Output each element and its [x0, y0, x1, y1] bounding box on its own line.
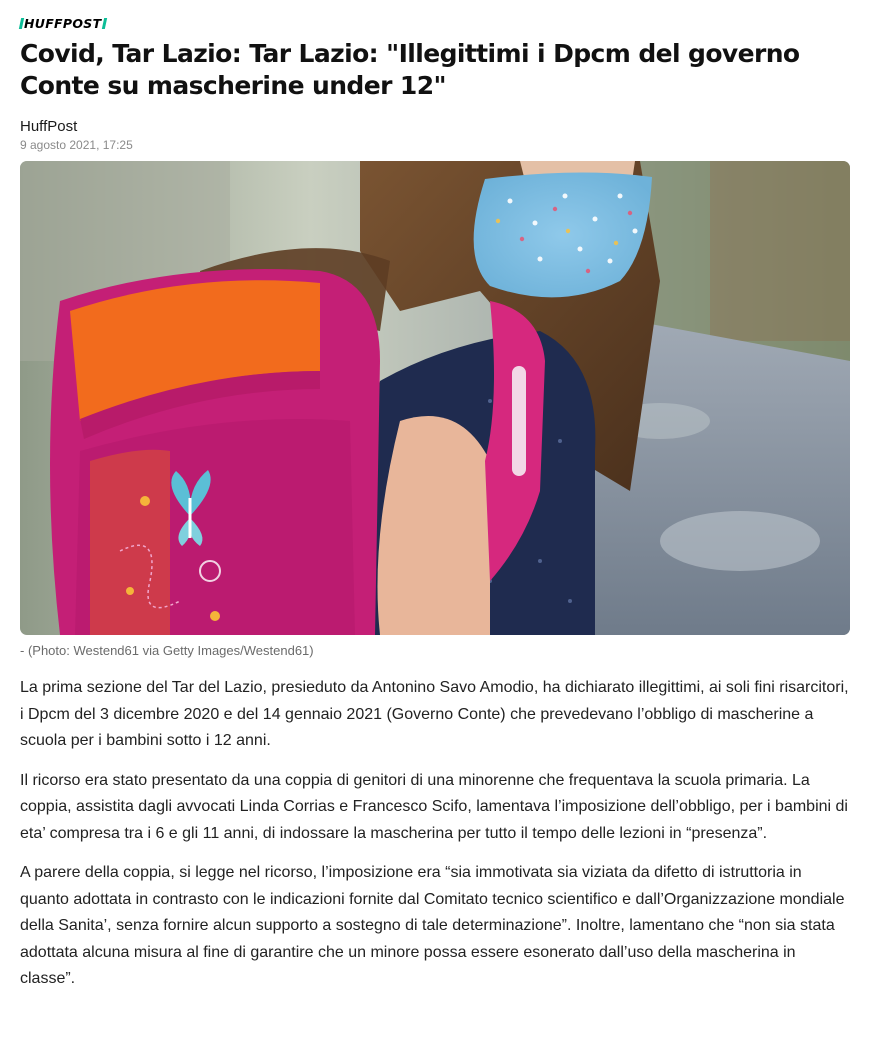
logo-accent-bar [102, 18, 107, 29]
huffpost-logo[interactable] [20, 16, 850, 30]
article-hero-image [20, 161, 850, 635]
logo-text: HUFFPOST [24, 15, 102, 31]
article-paragraph: Il ricorso era stato presentato da una coppia di genitori di una minorenne che frequentava la scuola primaria. La coppia, assistita dagli avvocati Linda Corrias e Francesco Scifo, lamentava l’imposizione dell’obbligo, per i bambini di eta’ compresa tra i 6 e gli 11 anni, di indossare la mascherina per tutto il tempo delle lezioni in “presenza”. [20, 771, 848, 842]
image-caption: - (Photo: Westend61 via Getty Images/Westend61) [20, 643, 314, 658]
article-date: 9 agosto 2021, 17:25 [20, 138, 133, 152]
article-paragraph: La prima sezione del Tar del Lazio, presieduto da Antonino Savo Amodio, ha dichiarato illegittimi, ai soli fini risarcitori, i Dpcm del 3 dicembre 2020 e del 14 gennaio 2021 (Governo Conte) che prevedevano l’obbligo di mascherine a scuola per i bambini sotto i 12 anni. [20, 679, 849, 749]
article-author[interactable]: HuffPost [20, 118, 78, 135]
article-title: Covid, Tar Lazio: Tar Lazio: "Illegittimi i Dpcm del governo Conte su mascherine under 12" [20, 39, 800, 100]
article-body [20, 675, 850, 993]
article-paragraph: A parere della coppia, si legge nel ricorso, l’imposizione era “sia immotivata sia viziata da difetto di istruttoria in quanto adottata in contrasto con le indicazioni fornite dal Comitato tecnico scientifico e dall’Organizzazione mondiale della Sanita’, senza fornire alcun supporto a sostegno di tale determinazione”. Inoltre, lamentano che “non sia stata adottata alcuna misura al fine di garantire che un minore possa essere esonerato dall’uso della mascherina in classe”. [20, 864, 845, 987]
article-page [0, 16, 870, 993]
